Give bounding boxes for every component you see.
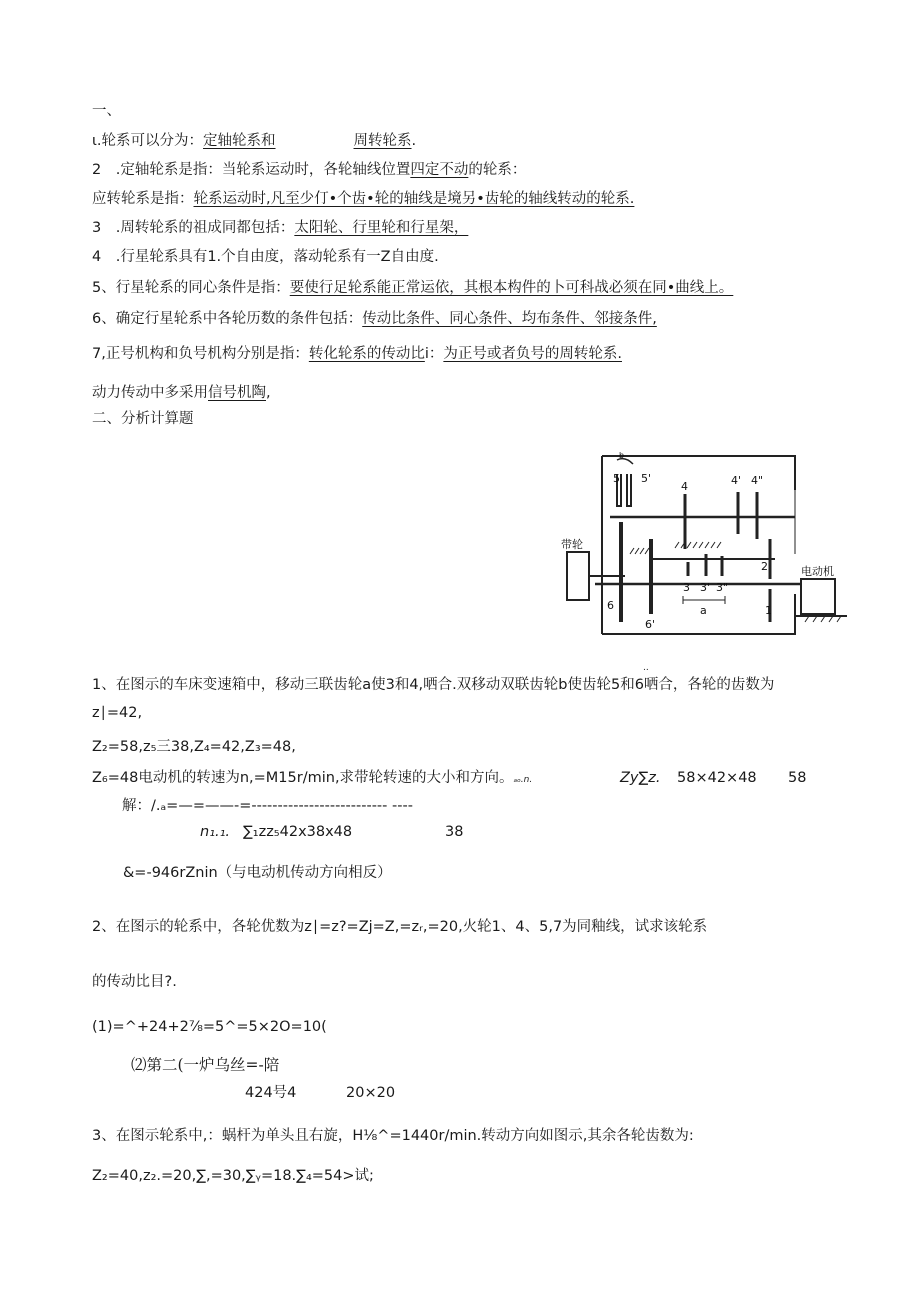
label-4-double-prime: 4"	[751, 474, 764, 487]
gear-5-prime	[627, 474, 631, 506]
question-1-4: 4 .行星轮系具有1.个自由度，落动轮系有一Z自由度.	[92, 249, 439, 265]
hatch-marks	[630, 542, 841, 622]
figure-dots: ..	[643, 663, 649, 673]
question-1-7b	[92, 383, 271, 403]
label-4-prime: 4'	[731, 474, 742, 487]
q7-text: 7,正号机构和负号机构分别是指：	[92, 346, 309, 362]
q2b-answer: 轮系运动时,凡至少仃•个齿•轮的轴线是境另•齿轮的轴线转动的轮系.	[193, 191, 635, 207]
q7b-text: 动力传动中多采用	[92, 385, 208, 401]
label-3-double-prime: 3"	[716, 581, 729, 594]
q1-text: ι.轮系可以分为：	[92, 133, 204, 149]
problem-1-38: 38	[445, 824, 464, 840]
pulley	[567, 552, 589, 600]
q7-answer-a: 转化轮系的传动比	[308, 346, 425, 362]
label-pulley: 带轮	[561, 538, 583, 551]
q7b-answer: 信号机陶	[208, 385, 266, 401]
problem-3-line-1: 3、在图示轮系中,：蜗杆为单头且右旋，H⅛^=1440r∕min.转动方向如图示,其余各轮齿数为:	[92, 1128, 694, 1144]
q2-end: 的轮系：	[468, 162, 527, 178]
question-1-6	[92, 309, 657, 329]
problem-2-line-2: 的传动比目?.	[92, 974, 177, 990]
q2-answer: 四定不动	[410, 162, 469, 178]
problem-1-answer: &=-946rZnin（与电动机传动方向相反）	[123, 865, 392, 881]
problem-1-line-2: z∣=42,	[92, 705, 143, 721]
p1-l4-sub: ₐₒ.n.	[513, 775, 533, 785]
q5-text: 5、行星轮系的同心条件是指：	[92, 280, 290, 296]
question-1-2b	[92, 189, 634, 209]
problem-1-denominator: ∑₁zz₅42x38x48	[243, 824, 353, 840]
q2-text: 2 .定轴轮系是指：当轮系运动时，各轮轴线位置	[92, 162, 411, 178]
q2b-text: 应转轮系是指：	[92, 191, 194, 207]
p1-l4-text: Z₆=48电动机的转速为n,=M15r∕min,求带轮转速的大小和方向。	[92, 770, 514, 786]
question-1-7	[92, 344, 622, 364]
label-1: 1	[765, 604, 772, 617]
section-one-heading: 一、	[92, 103, 121, 119]
problem-3-line-2: Z₂=40,z₂.=20,∑,=30,∑ᵧ=18.∑₄=54>试;	[92, 1168, 374, 1184]
question-1-2	[92, 160, 526, 180]
problem-2-line-4: ⑵第二(一炉乌丝=-陪	[131, 1056, 280, 1074]
problem-1-line-3: Z₂=58,z₅三38,Z₄=42,Z₃=48,	[92, 739, 296, 755]
q5-answer: 要使行足轮系能正常运依，其根本构件的卜可科战必须在同•曲线上。	[289, 280, 734, 296]
label-3: 3	[683, 581, 690, 594]
label-5: 5	[613, 472, 620, 485]
q7-answer-b: 为正号或者负号的周转轮系.	[443, 346, 622, 362]
q3-text: 3 .周转轮系的祖成同都包括：	[92, 220, 295, 236]
q3-answer: 太阳轮、行里轮和行星架，	[294, 220, 469, 236]
label-6-prime: 6'	[645, 618, 656, 631]
problem-1-line-1: 1、在图示的车床变速箱中，移动三联齿轮a使3和4,哂合.双移动双联齿轮b使齿轮5和6哂合，各轮的齿数为	[92, 677, 775, 693]
q6-answer: 传动比条件、同心条件、均布条件、邻接条件,	[362, 311, 657, 327]
label-4: 4	[681, 480, 688, 493]
q1-end: .	[411, 133, 417, 149]
question-1-3	[92, 218, 468, 238]
problem-1-n11: n₁.₁.	[200, 824, 231, 840]
question-1-5	[92, 278, 733, 298]
motor-body	[801, 579, 835, 614]
q1-answer-a: 定轴轮系和	[203, 133, 276, 149]
section-two-heading: 二、分析计算题	[92, 411, 194, 427]
q7-mid: i：	[424, 346, 444, 362]
label-2: 2	[761, 560, 768, 573]
gearbox-diagram	[555, 444, 855, 656]
label-b: b	[619, 451, 625, 460]
label-6: 6	[607, 599, 614, 612]
question-1-1	[92, 131, 416, 151]
label-5-prime: 5'	[641, 472, 652, 485]
q7b-end: ,	[266, 385, 271, 401]
dimension-a	[683, 596, 725, 604]
problem-1-product: 58×42×48	[677, 770, 757, 786]
problem-1-zy: Zy∑z.	[620, 770, 661, 786]
problem-1-line-4	[92, 768, 532, 790]
problem-2-line-3: (1)=^+24+2⅞=5^=5×2O=10(	[92, 1019, 327, 1035]
problem-1-solution: 解：/.ₐ=—=——-=-------------------------- ----	[122, 798, 413, 814]
problem-2-line-1: 2、在图示的轮系中，各轮优数为z∣=z?=Zj=Z,=zᵣ,=20,火轮1、4、5,7为同釉线，试求该轮系	[92, 919, 708, 935]
problem-2-line-5a: 424号4	[245, 1085, 297, 1101]
problem-2-line-5b: 20×20	[346, 1085, 396, 1101]
label-motor: 电动机	[801, 565, 834, 578]
label-a: a	[700, 604, 707, 617]
q6-text: 6、确定行星轮系中各轮历数的条件包括：	[92, 311, 363, 327]
q1-answer-b: 周转轮系	[353, 133, 412, 149]
problem-1-numerator: 58	[788, 770, 807, 786]
label-3-prime: 3'	[700, 581, 711, 594]
